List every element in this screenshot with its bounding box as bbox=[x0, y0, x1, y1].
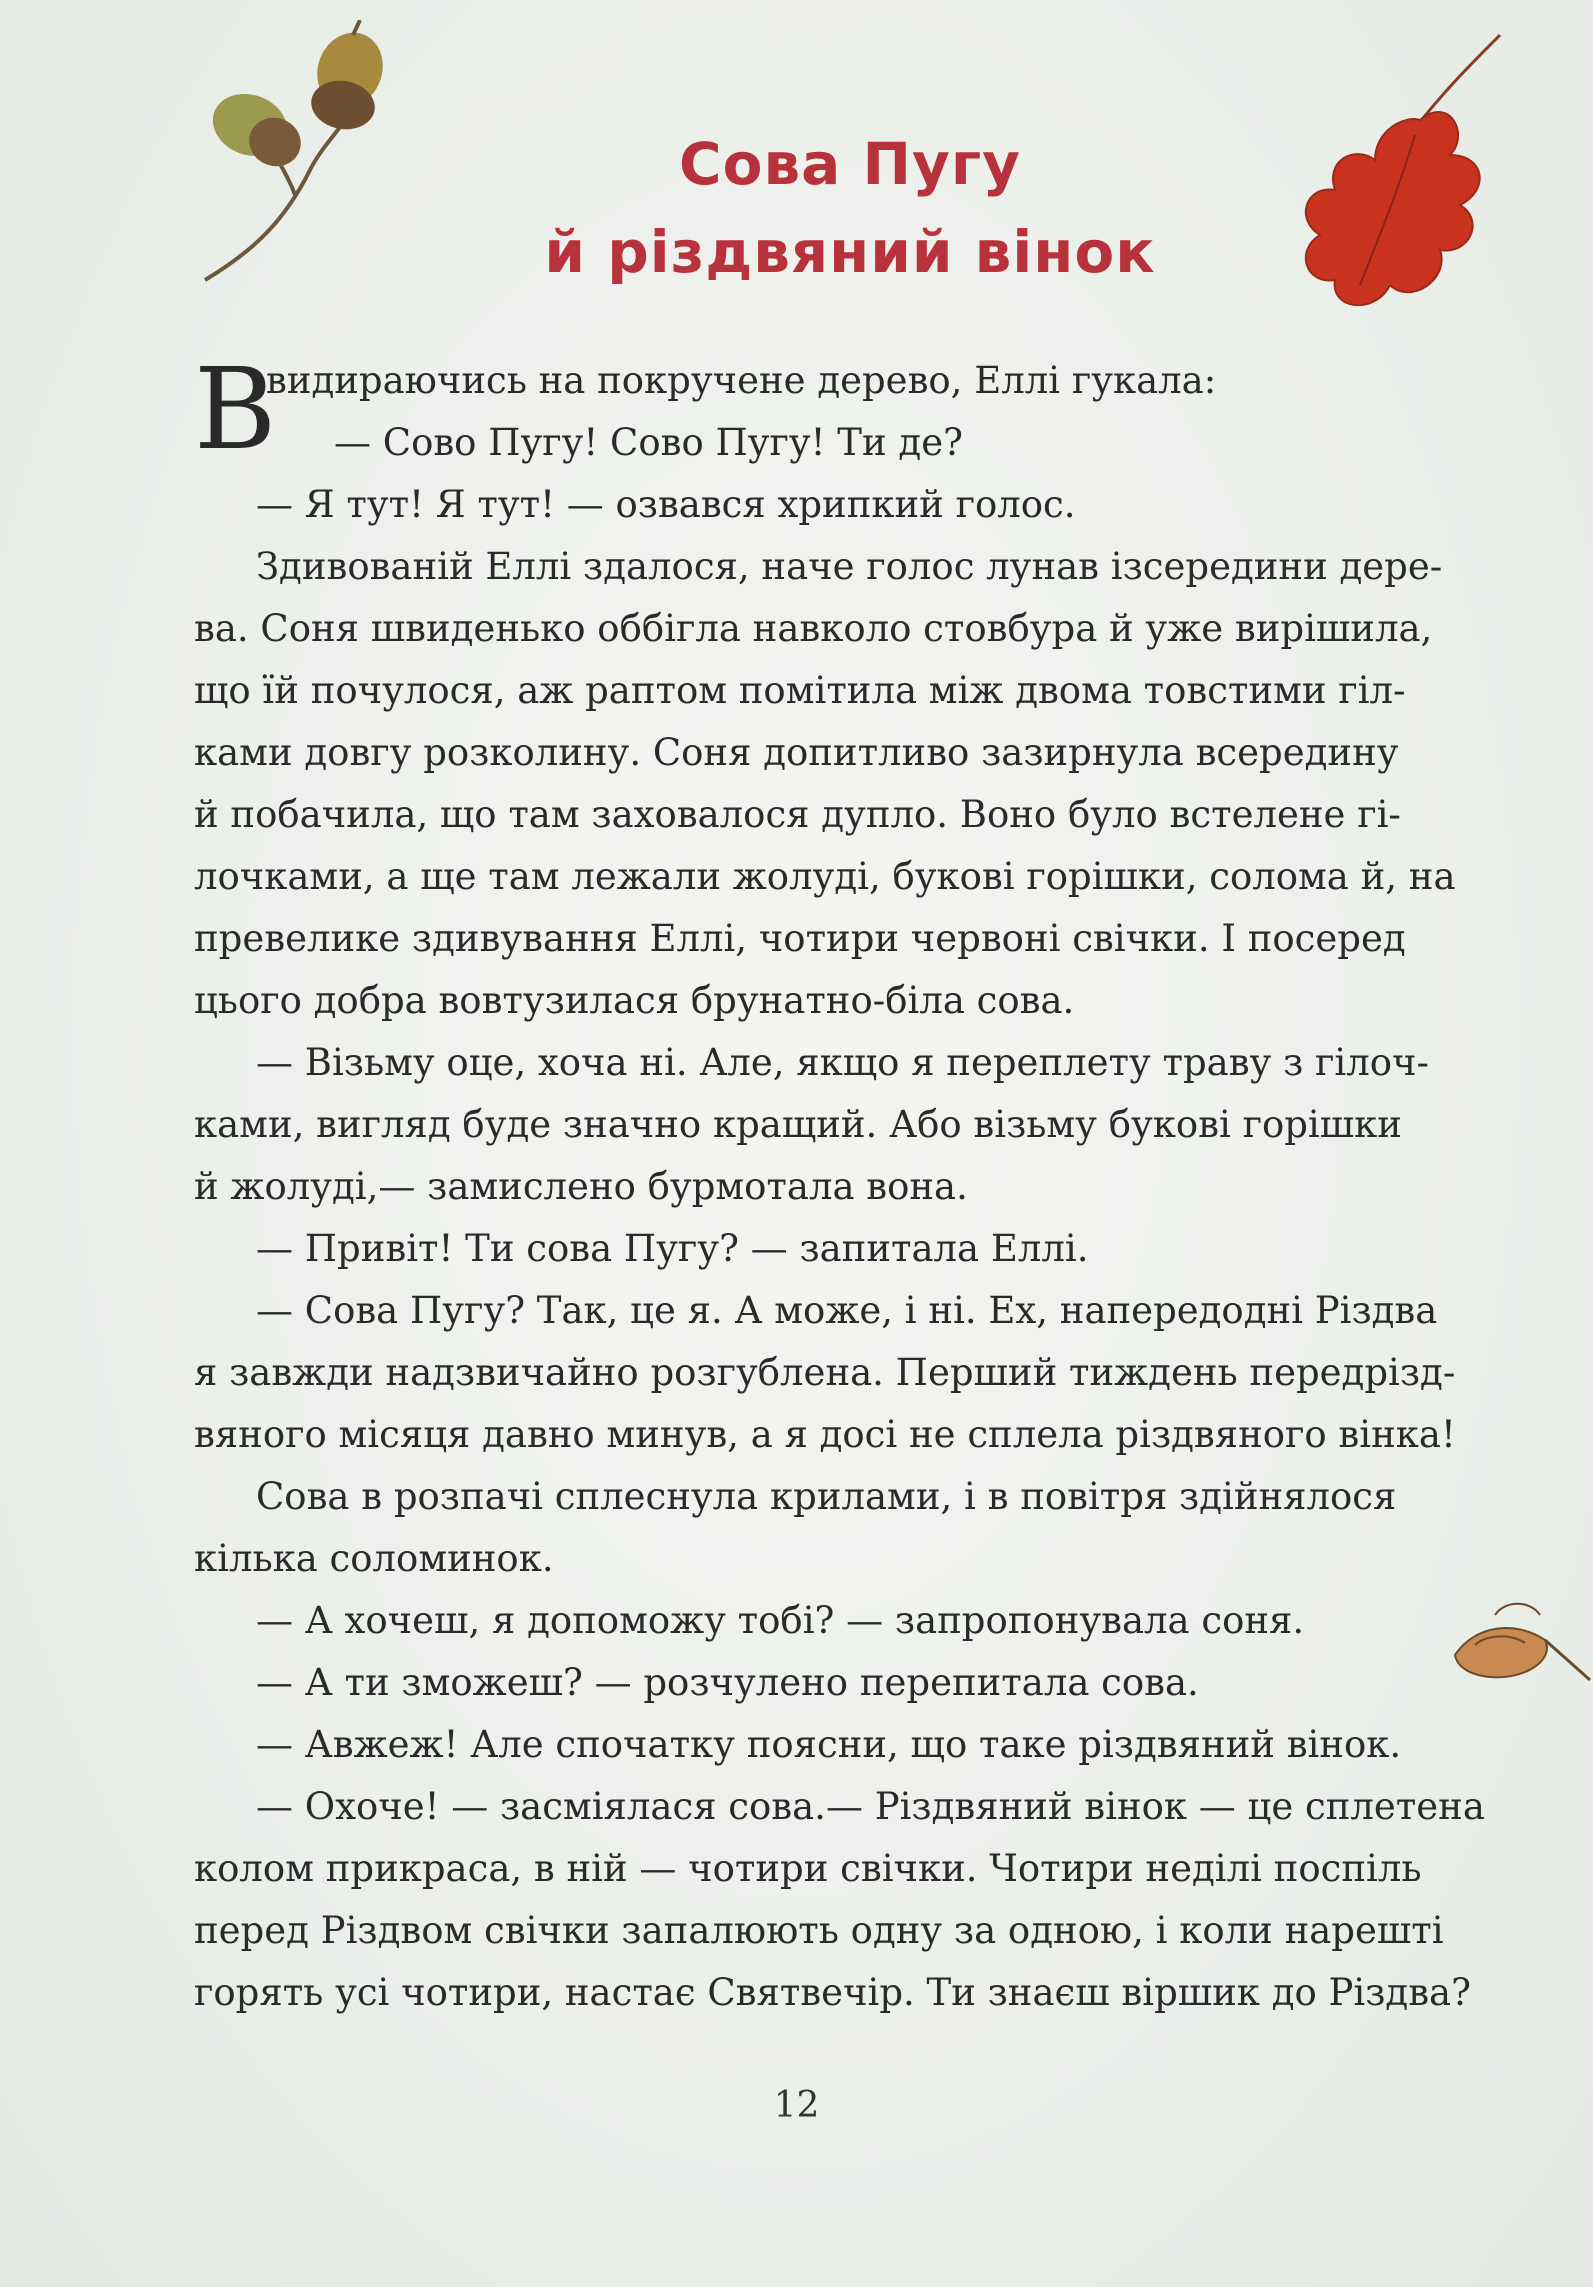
text-line: Здивованій Еллі здалося, наче голос лунав ізсередини дере- bbox=[256, 545, 1443, 588]
text-line: — Сово Пугу! Сово Пугу! Ти де? bbox=[334, 421, 963, 464]
text-line: ва. Соня швиденько оббігла навколо стовбура й уже вирішила, bbox=[194, 607, 1433, 650]
chapter-title-line-1: Сова Пугу bbox=[679, 130, 1021, 198]
text-line: — А ти зможеш? — розчулено перепитала сова. bbox=[256, 1661, 1199, 1704]
text-line: видираючись на покручене дерево, Еллі гукала: bbox=[266, 359, 1217, 402]
text-line: превелике здивування Еллі, чотири червоні свічки. І посеред bbox=[194, 917, 1406, 960]
text-line: ками, вигляд буде значно кращий. Або візьму букові горішки bbox=[194, 1103, 1402, 1146]
text-line: — Авжеж! Але спочатку поясни, що таке різдвяний вінок. bbox=[256, 1723, 1402, 1766]
page-number: 12 bbox=[773, 2085, 820, 2126]
acorns-illustration bbox=[195, 20, 395, 290]
text-line: й побачила, що там заховалося дупло. Воно було встелене гі- bbox=[194, 793, 1401, 836]
text-line: горять усі чотири, настає Святвечір. Ти знаєш віршик до Різдва? bbox=[194, 1971, 1471, 2014]
text-line: що їй почулося, аж раптом помітила між двома товстими гіл- bbox=[194, 669, 1406, 712]
text-line: я завжди надзвичайно розгублена. Перший тиждень передрізд- bbox=[194, 1351, 1456, 1394]
text-line: Сова в розпачі сплеснула крилами, і в повітря здійнялося bbox=[256, 1475, 1397, 1518]
drop-cap: В bbox=[194, 345, 277, 475]
chapter-title bbox=[400, 120, 1300, 296]
text-line: вяного місяця давно минув, а я досі не сплела різдвяного вінка! bbox=[194, 1413, 1456, 1456]
body-text bbox=[194, 345, 1504, 2024]
text-line: — Привіт! Ти сова Пугу? — запитала Еллі. bbox=[256, 1227, 1089, 1270]
text-line: — Сова Пугу? Так, це я. А може, і ні. Ех, напередодні Різдва bbox=[256, 1289, 1438, 1332]
text-line: — А хочеш, я допоможу тобі? — запропонувала соня. bbox=[256, 1599, 1305, 1642]
text-line: — Охоче! — засміялася сова.— Різдвяний вінок — це сплетена bbox=[256, 1785, 1485, 1828]
text-line: перед Різдвом свічки запалюють одну за одною, і коли нарешті bbox=[194, 1909, 1444, 1952]
text-line: ками довгу розколину. Соня допитливо зазирнула всередину bbox=[194, 731, 1399, 774]
text-line: цього добра вовтузилася брунатно-біла сова. bbox=[194, 979, 1075, 1022]
text-line: — Візьму оце, хоча ні. Але, якщо я переплету траву з гілоч- bbox=[256, 1041, 1429, 1084]
text-line: лочками, а ще там лежали жолуді, букові горішки, солома й, на bbox=[194, 855, 1456, 898]
text-line: колом прикраса, в ній — чотири свічки. Чотири неділі поспіль bbox=[194, 1847, 1422, 1890]
chapter-title-line-2: й різдвяний вінок bbox=[544, 218, 1156, 286]
text-line: — Я тут! Я тут! — озвався хрипкий голос. bbox=[256, 483, 1076, 526]
text-line: кілька соломинок. bbox=[194, 1537, 554, 1580]
text-line: й жолуді,— замислено бурмотала вона. bbox=[194, 1165, 968, 1208]
oak-leaf-illustration bbox=[1290, 25, 1530, 325]
